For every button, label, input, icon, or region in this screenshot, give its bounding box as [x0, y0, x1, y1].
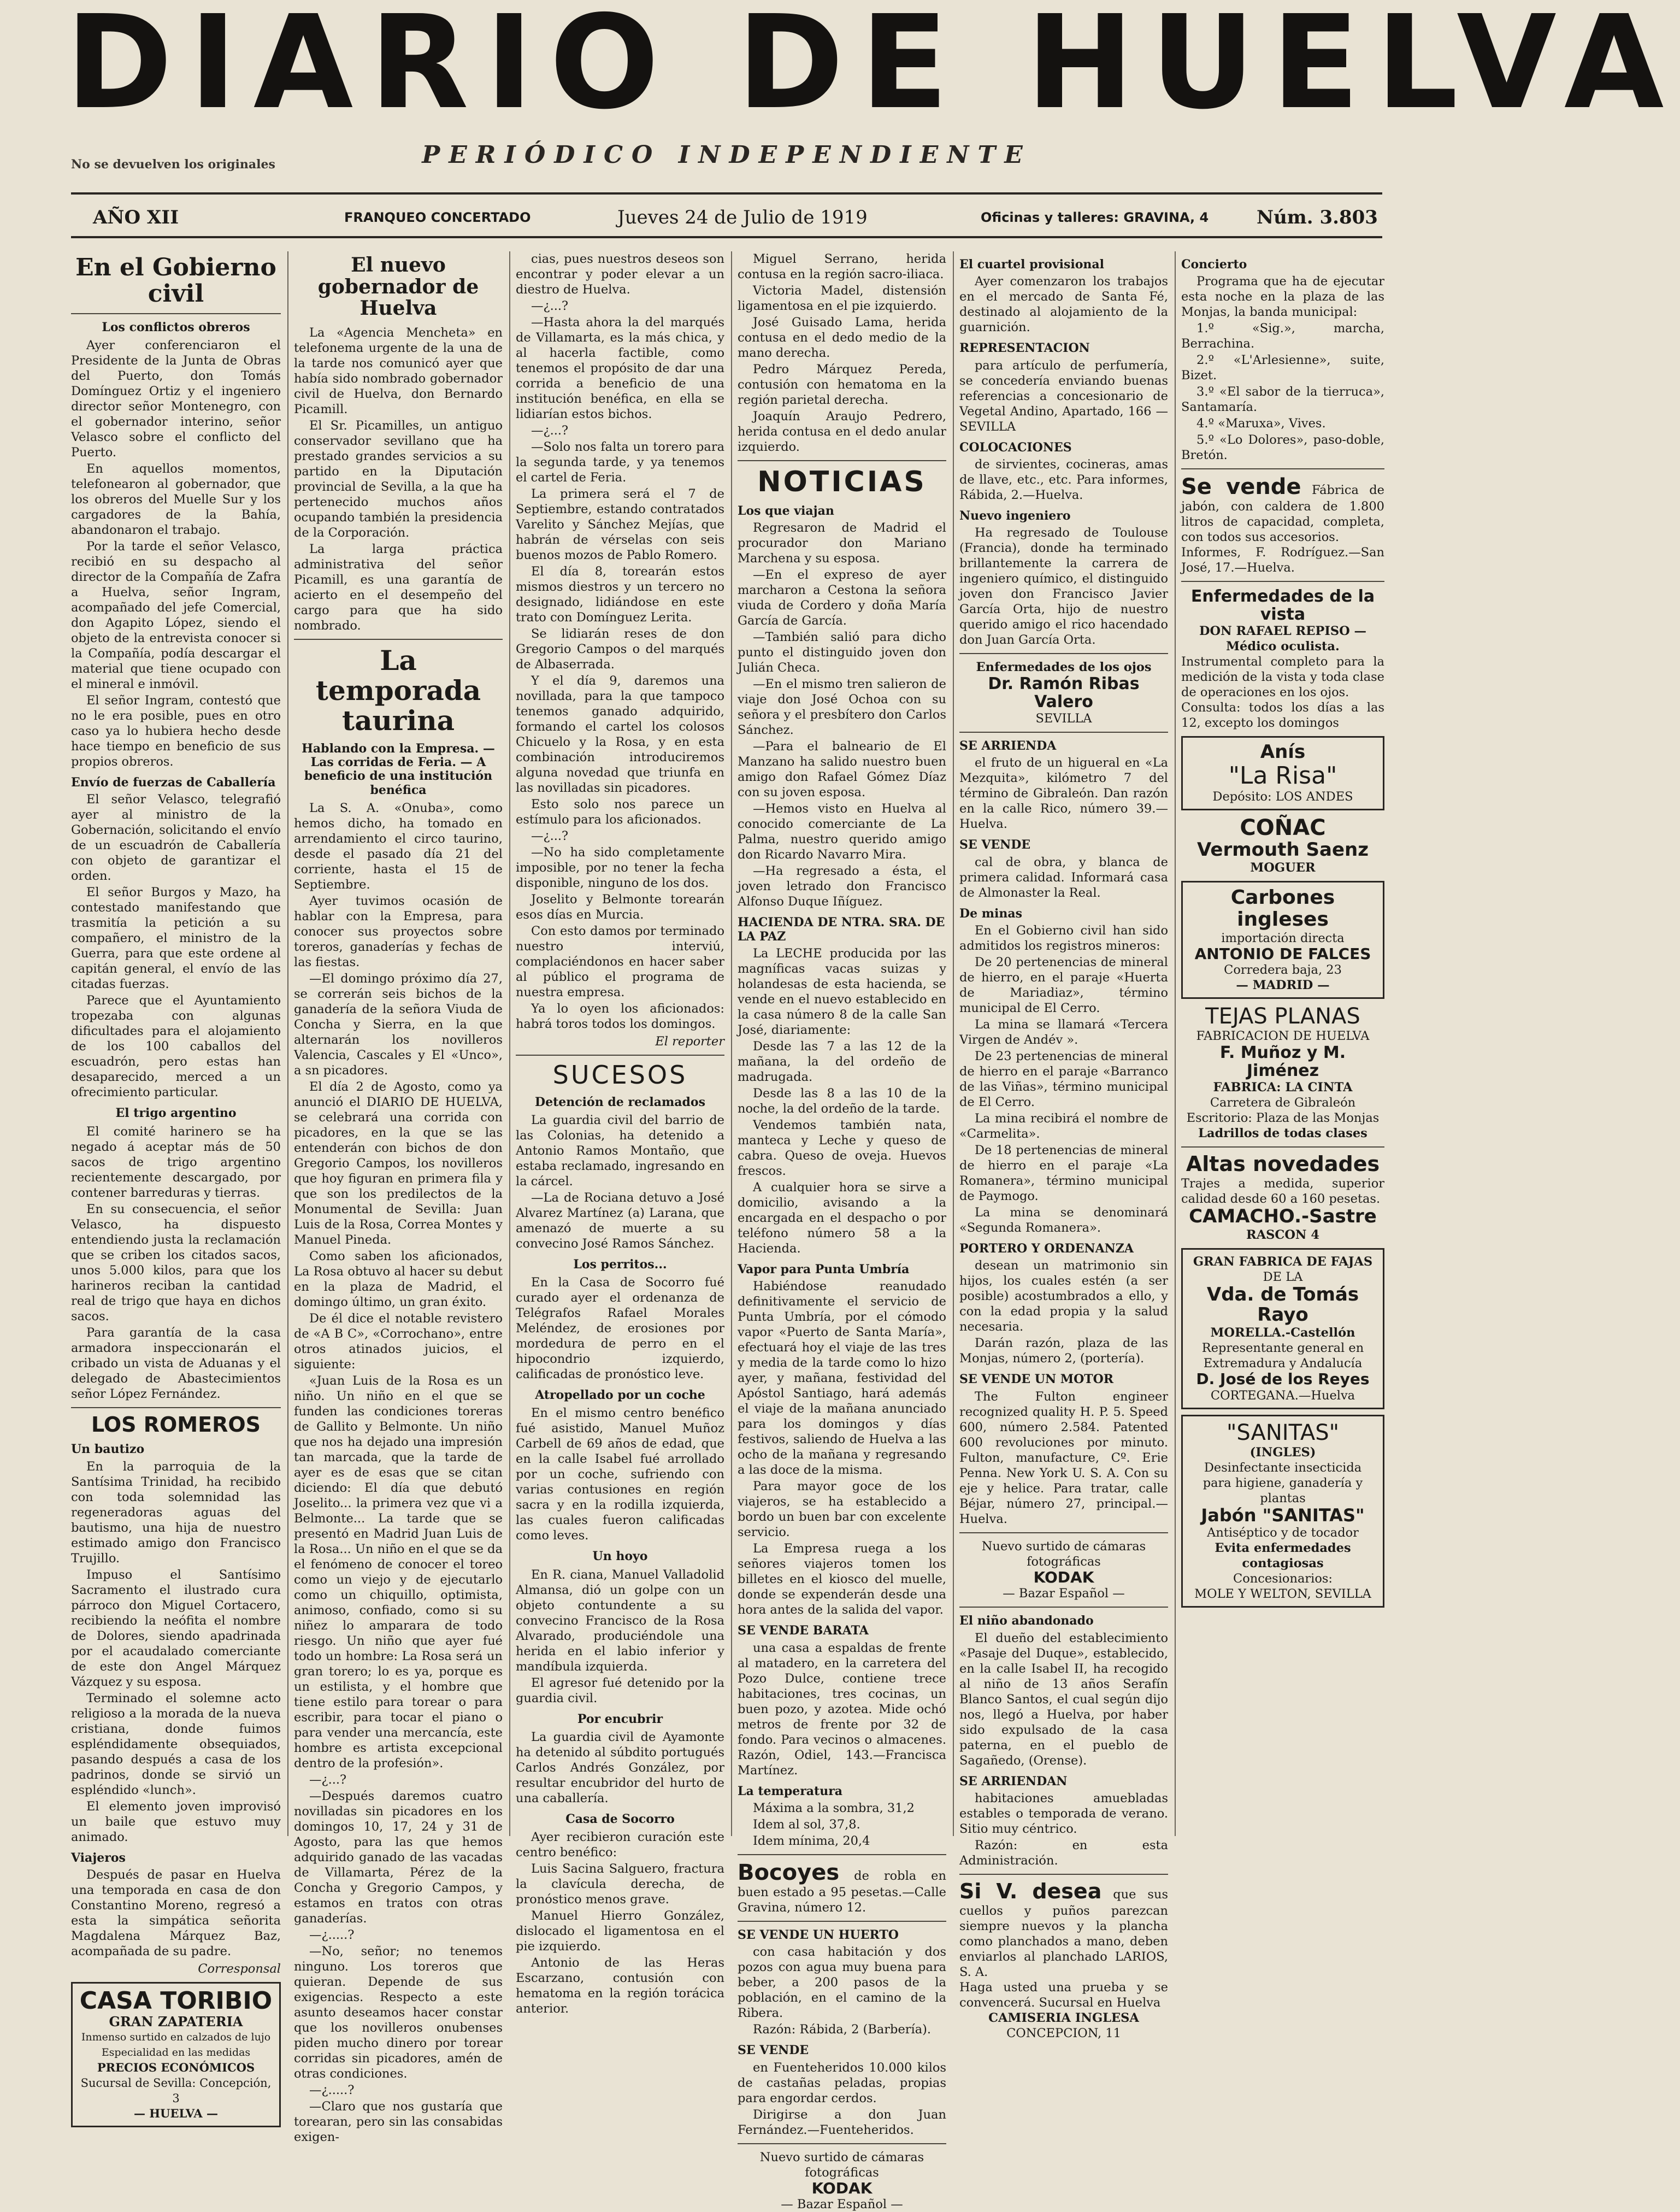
paragraph: La larga práctica administrativa del señor Picamill, es una garantía de acierto en el desempeño del cargo para que ha sido nombrado.	[294, 542, 503, 633]
paragraph: Victoria Madel, distensión ligamentosa en el pie izquierdo.	[738, 284, 946, 313]
column-1	[71, 251, 281, 2121]
subhead-hacienda: HACIENDA DE NTRA. SRA. DE LA PAZ	[738, 915, 945, 944]
subhead-arriendan: SE ARRIENDAN	[959, 1774, 1068, 1789]
subhead-vende-huerto: SE VENDE UN HUERTO	[738, 1927, 899, 1942]
subhead-vapor: Vapor para Punta Umbría	[738, 1262, 910, 1277]
ad-fabrica-jabon	[1181, 475, 1384, 575]
divider	[71, 313, 281, 314]
paragraph: Razón: en esta Administración.	[959, 1838, 1168, 1868]
divider	[959, 653, 1168, 654]
paragraph: —Claro que nos gustaría que torearan, pero sin las consabidas exigen-	[294, 2099, 503, 2144]
ad-vista-title: Enfermedades de la vista	[1190, 587, 1375, 625]
paragraph: El dueño del establecimiento «Pasaje del Duque», establecido, en la calle Isabel II, ha recogido al niño de 13 años Serafín Blanco Santos, el cual según dijo nos, llegó a Huelva, por haber sido expulsado de la casa paterna, en el pueblo de Sagañedo, (Orense).	[959, 1631, 1168, 1768]
ad-title: Vda. de Tomás Rayo	[1206, 1283, 1359, 1326]
ad-line: GRAN ZAPATERIA	[109, 2014, 243, 2030]
subhead-encubrir: Por encubrir	[577, 1711, 663, 1726]
paragraph: Ayer comenzaron los trabajos en el mercado de Santa Fé, destinado al alojamiento de la guarnición.	[959, 274, 1168, 335]
ad-line: importación directa	[1221, 931, 1345, 945]
paragraph: De 18 pertenencias de mineral de hierro en el paraje «La Romanera», término municipal de Paymogo.	[959, 1143, 1168, 1204]
paragraph: En R. ciana, Manuel Valladolid Almansa, dió un golpe con un objeto contundente a su convecino Francisco de la Rosa Alvarado, produciéndole una herida en el labio inferior y mandíbula izquierda.	[516, 1567, 724, 1674]
paragraph: Pedro Márquez Pereda, contusión con hematoma en la región parietal derecha.	[738, 362, 946, 407]
ad-text: Haga usted una prueba y se convencerá. Sucursal en Huelva	[959, 1980, 1168, 2010]
paragraph: Dirigirse a don Juan Fernández.—Fuenteheridos.	[738, 2107, 946, 2137]
subhead-vende-barata: SE VENDE BARATA	[738, 1623, 869, 1638]
ad-cognac-title: Vermouth Saenz	[1196, 839, 1369, 861]
column-rule	[953, 251, 954, 1836]
paragraph: De 23 pertenencias de mineral de hierro en el paraje «Barranco de las Viñas», término municipal de El Cerro.	[959, 1049, 1168, 1110]
ad-text: de robla en buen estado a 95 pesetas.—Calle Gravina, número 12.	[738, 1868, 946, 1915]
paragraph: —¿...?	[531, 829, 569, 843]
program-item: 2.º «L'Arlesienne», suite, Bizet.	[1181, 353, 1384, 383]
paragraph: El agresor fué detenido por la guardia civil.	[516, 1675, 724, 1705]
paragraph: Razón: Rábida, 2 (Barbería).	[753, 2022, 932, 2037]
paragraph: Miguel Serrano, herida contusa en la región sacro-iliaca.	[738, 252, 946, 281]
paragraph: «Juan Luis de la Rosa es un niño. Un niño en el que se funden las condiciones toreras de Gallito y Belmonte. Un niño que nos ha dejado una impresión tan marcada, que la tarde de ayer es de esas que se citan diciendo: El día que debutó Joselito... la primera vez que vi a Belmonte... La tarde que se presentó en Madrid Juan Luis de la Rosa... Un niño en el que se da el fenómeno de conocer el toreo como un viejo y de ejecutarlo como un chiquillo, optimista, animoso, confiado, como si su niñez lo amparara de todo riesgo. Un niño que ayer fué todo un hombre: La Rosa será un gran torero; lo es ya, porque es un estilista, y el hombre que tiene estilo para torear o para escribir, para tocar el piano o para vender una mercancía, este hombre es artista excepcional dentro de la profesión».	[294, 1373, 503, 1770]
ad-line: Sucursal de Sevilla: Concepción, 3	[80, 2076, 272, 2105]
subhead-minas: De minas	[959, 906, 1023, 921]
ad-kodak-line: Nuevo surtido de cámaras fotográficas	[981, 1539, 1146, 1569]
paragraph: Terminado el solemne acto religioso a la morada de la nueva cristiana, donde fuimos espléndidamente obsequiados, pasando después a casa de los padrinos, donde se sirvió un espléndido «lunch».	[71, 1691, 281, 1797]
paragraph: Ayer tuvimos ocasión de hablar con la Empresa, para conocer sus proyectos sobre toreros, ganaderías y fechas de las fiestas.	[294, 893, 503, 969]
paragraph: Desde las 8 a las 10 de la noche, la del ordeño de la tarde.	[738, 1086, 946, 1116]
subhead-hoyo: Un hoyo	[592, 1549, 648, 1564]
paragraph: —En el expreso de ayer marcharon a Cestona la señora viuda de Cordero y doña María García de García.	[738, 568, 946, 628]
ad-tejas-line: FABRICACION DE HUELVA	[1196, 1029, 1370, 1044]
subhead-representacion: REPRESENTACION	[959, 341, 1090, 356]
ad-altas-title: CAMACHO.-Sastre	[1189, 1205, 1377, 1228]
paragraph: Idem mínima, 20,4	[753, 1833, 870, 1848]
issue-number: Núm. 3.803	[1257, 207, 1378, 228]
paragraph: Por la tarde el señor Velasco, recibió en su despacho al director de la Compañía de Zafra a Huelva, señor Ingram, acompañado del jefe Comercial, don Agapito López, siendo el objeto de la entrevista conocer si la Compañía, podía descargar el material que tiene ocupado con el mineral e inmóvil.	[71, 539, 281, 692]
paragraph: —También salió para dicho punto el distinguido joven don Julián Checa.	[738, 630, 946, 675]
column-3	[516, 251, 724, 2016]
ad-cognac-line: MOGUER	[1250, 861, 1316, 875]
ad-tejas-line: FABRICA: LA CINTA	[1213, 1080, 1353, 1095]
header-rule-top	[71, 192, 1382, 195]
subhead-hablando: Hablando con la Empresa. — Las corridas de Feria. — A beneficio de una institución benéfica	[302, 741, 495, 797]
paragraph: Para garantía de la casa armadora inspeccionarán el cribado un vista de Aduanas y el delegado de Abastecimientos señor López Fernández.	[71, 1325, 281, 1401]
ad-line: CONCEPCION, 11	[1006, 2026, 1121, 2040]
paragraph: La mina se denominará «Segunda Romanera».	[959, 1205, 1168, 1236]
ad-line: Antiséptico y de tocador	[1207, 1526, 1359, 1540]
subhead-vende: SE VENDE	[959, 838, 1031, 852]
subhead-colocaciones: COLOCACIONES	[959, 440, 1072, 455]
ad-title: "La Risa"	[1228, 761, 1337, 790]
ad-line: GRAN FABRICA DE FAJAS	[1193, 1254, 1373, 1269]
column-4	[738, 251, 946, 2212]
paragraph: Después de pasar en Huelva una temporada en casa de don Constantino Moreno, regresó a esta la simpática señorita Magdalena Márquez Baz, acompañada de su padre.	[71, 1868, 281, 1959]
ad-tejas-line: Carretera de Gibraleón	[1210, 1096, 1356, 1110]
paragraph: —El domingo próximo día 27, se correrán seis bichos de la ganadería de la señora Viuda de Concha y Sierra, en la que alternarán los novilleros Valencia, Cascales y El «Unco», a sn picadores.	[294, 971, 503, 1078]
paragraph: —¿...?	[309, 1772, 347, 1787]
paragraph: para artículo de perfumería, se concedería enviando buenas referencias a concesionario de Vegetal Andino, Apartado, 166 — SEVILLA	[959, 358, 1168, 434]
signature: El reporter	[655, 1034, 724, 1049]
ad-line: — MADRID —	[1236, 978, 1330, 993]
paragraph: En la Casa de Socorro fué curado ayer el ordenanza de Telégrafos Rafael Morales Meléndez, de erosiones por mordedura de perro en el hipocondrio izquierdo, calificadas de pronóstico leve.	[516, 1275, 724, 1382]
ad-anis-la-risa	[1181, 736, 1384, 810]
subhead-conflictos: Los conflictos obreros	[102, 320, 250, 334]
ad-line: Desinfectante insecticida para higiene, ganadería y plantas	[1202, 1461, 1363, 1506]
headline-gobierno-civil: En el Gobierno civil	[75, 254, 276, 308]
ad-bocoyes	[738, 1861, 946, 1915]
ad-text: Fábrica de jabón, con caldera de 1.800 litros de capacidad, completa, con todos sus accesorios.	[1181, 483, 1385, 545]
paragraph: —¿...?	[531, 423, 569, 438]
subhead-nino: El niño abandonado	[959, 1614, 1094, 1628]
ad-tejas-title: F. Muñoz y M. Jiménez	[1219, 1043, 1346, 1081]
ad-line: Corredera baja, 23	[1224, 963, 1342, 978]
masthead-title: DIARIO DE HUELVA	[66, 0, 1680, 138]
ad-line: Especialidad en las medidas	[101, 2046, 251, 2059]
ad-tejas-title: TEJAS PLANAS	[1205, 1004, 1360, 1029]
postage-note: FRANQUEO CONCERTADO	[344, 210, 531, 225]
paragraph: En su consecuencia, el señor Velasco, ha dispuesto entendiendo justa la reclamación que se criben los citados sacos, unos 5.000 kilos, para que los harineros reciban la cantidad real de trigo que haya en dichos sacos.	[71, 1202, 281, 1323]
paragraph: En el mismo centro benéfico fué asistido, Manuel Muñoz Carbell de 69 años de edad, que en la calle Isabel fué arrollado por un coche, sufriendo con varias contusiones en región sacra y en la rodilla izquierda, las cuales fueron calificadas como leves.	[516, 1406, 724, 1543]
ad-title: Bocoyes	[738, 1860, 840, 1885]
paragraph: Vendemos también nata, manteca y Leche y queso de cabra. Queso de oveja. Huevos frescos.	[738, 1118, 946, 1179]
program-item: 5.º «Lo Dolores», paso-doble, Bretón.	[1181, 433, 1384, 463]
column-rule	[509, 251, 510, 1836]
paragraph: La guardia civil de Ayamonte ha detenido al súbdito portugués Carlos Andrés González, por resultar encubridor del hurto de una caballería.	[516, 1730, 724, 1806]
paragraph: Ha regresado de Toulouse (Francia), donde ha terminado brillantemente la carrera de ingeniero químico, el distinguido joven don Francisco Javier García Orta, hijo de nuestro querido amigo el rico hacendado don Juan García Orta.	[959, 526, 1168, 648]
paragraph: cal de obra, y blanca de primera calidad. Informará casa de Almonaster la Real.	[959, 855, 1168, 900]
ad-cognac-title: COÑAC	[1240, 815, 1326, 841]
ad-text: Informes, F. Rodríguez.—San José, 17.—Huelva.	[1181, 545, 1384, 575]
ad-text: que sus cuellos y puños parezcan siempre nuevos y la plancha como planchados a mano, deben enviarlos al planchado LARIOS, S. A.	[959, 1887, 1168, 1979]
paragraph: De 20 pertenencias de mineral de hierro, en el paraje «Huerta de Mariadiaz», término municipal de El Cerro.	[959, 955, 1168, 1016]
paragraph: —Ha regresado a ésta, el joven letrado don Francisco Alfonso Duque Iñíguez.	[738, 864, 946, 909]
ad-line: Evita enfermedades contagiosas	[1215, 1541, 1351, 1571]
ad-kodak-line: — Bazar Español —	[781, 2197, 903, 2212]
ad-title: Si V. desea	[959, 1879, 1102, 1904]
paragraph: —¿...?	[531, 299, 569, 313]
column-rule	[731, 251, 732, 1836]
ad-ribas-line: SEVILLA	[1035, 711, 1092, 726]
subhead-ingeniero: Nuevo ingeniero	[959, 508, 1071, 523]
paragraph: en Fuenteheridos 10.000 kilos de castañas peladas, propias para engordar cerdos.	[738, 2060, 946, 2105]
ad-title: Jabón "SANITAS"	[1201, 1505, 1365, 1526]
program-item: 1.º «Sig.», marcha, Berrachina.	[1181, 321, 1384, 351]
paragraph: El señor Burgos y Mazo, ha contestado manifestando que trasmitía la petición a su compañero, el ministro de la Guerra, para que este ordene al capitán general, el envío de las citadas fuerzas.	[71, 885, 281, 992]
headline-romeros: LOS ROMEROS	[91, 1412, 261, 1437]
paragraph: Máxima a la sombra, 31,2	[753, 1801, 915, 1815]
ad-title: D. José de los Reyes	[1196, 1370, 1370, 1389]
divider	[738, 460, 946, 461]
divider	[1181, 581, 1384, 582]
headline-sucesos: SUCESOS	[552, 1060, 688, 1090]
subhead-trigo: El trigo argentino	[115, 1106, 237, 1121]
paragraph: El señor Velasco, telegrafió ayer al ministro de la Gobernación, solicitando el envío de un escuadrón de Caballería con objeto de garantizar el orden.	[71, 792, 281, 884]
subhead-motor: SE VENDE UN MOTOR	[959, 1372, 1114, 1387]
paragraph: José Guisado Lama, herida contusa en el dedo medio de la mano derecha.	[738, 315, 946, 360]
subhead-arrienda: SE ARRIENDA	[959, 739, 1057, 754]
paragraph: —En el mismo tren salieron de viaje don José Ochoa con su señora y el presbítero don Carlos Sánchez.	[738, 677, 946, 738]
paragraph: La guardia civil del barrio de las Colonias, ha detenido a Antonio Ramos Montaño, que estaba reclamado, ingresando en la cárcel.	[516, 1113, 724, 1189]
paragraph: Impuso el Santísimo Sacramento el ilustrado cura párroco don Miguel Cortacero, recibiendo la neófita el nombre de Dolores, siendo apadrinada por el acaudalado comerciante de este don Angel Márquez Vázquez y su esposa.	[71, 1567, 281, 1689]
paragraph: Luis Sacina Salguero, fractura la clavícula derecha, de pronóstico menos grave.	[516, 1862, 724, 1907]
ad-line: CAMISERIA INGLESA	[988, 2010, 1139, 2025]
paragraph: Joaquín Araujo Pedrero, herida contusa en el dedo anular izquierdo.	[738, 409, 946, 454]
ad-kodak-title: KODAK	[1033, 1568, 1094, 1586]
paragraph: —No ha sido completamente imposible, por no tener la fecha disponible, ninguno de los dos.	[516, 845, 724, 890]
ad-ribas-title: Dr. Ramón Ribas Valero	[988, 674, 1140, 712]
paragraph: Darán razón, plaza de las Monjas, número 2, (portería).	[959, 1336, 1168, 1366]
ad-line: — HUELVA —	[133, 2107, 218, 2121]
ad-line: MORELLA.-Castellón	[1210, 1326, 1355, 1340]
paragraph: Manuel Hierro González, dislocado el ligamentosa en el pie izquierdo.	[516, 1909, 724, 1954]
column-rule	[287, 251, 288, 1836]
ad-title: Carbones ingleses	[1230, 886, 1335, 931]
subhead-atropellado: Atropellado por un coche	[535, 1388, 705, 1403]
paragraph: Ya lo oyen los aficionados: habrá toros todos los domingos.	[516, 1002, 724, 1031]
masthead	[66, 0, 1680, 138]
paragraph: El comité harinero se ha negado á aceptar más de 50 sacos de trigo argentino recientemente descargado, por contener barreduras y tierras.	[71, 1124, 281, 1200]
ad-altas-line: RASCON 4	[1246, 1227, 1319, 1242]
subhead-portero: PORTERO Y ORDENANZA	[959, 1242, 1134, 1256]
divider	[959, 732, 1168, 733]
ad-altas-text: Trajes a medida, superior calidad desde 60 a 160 pesetas.	[1181, 1176, 1384, 1207]
ad-title: CASA TORIBIO	[79, 1987, 273, 2015]
divider	[294, 639, 503, 640]
ad-line: Representante general en Extremadura y Andalucía	[1201, 1341, 1364, 1371]
divider	[738, 2143, 946, 2144]
headline-nuevo-gobernador: El nuevo gobernador de Huelva	[317, 254, 479, 320]
offices-address: Oficinas y talleres: GRAVINA, 4	[981, 210, 1209, 225]
paragraph: En la parroquia de la Santísima Trinidad, ha recibido con toda solemnidad las regeneradoras aguas del bautismo, una hija de nuestro estimado amigo don Francisco Trujillo.	[71, 1459, 281, 1566]
ad-kodak-line: — Bazar Español —	[1003, 1586, 1125, 1601]
subhead-perritos: Los perritos...	[573, 1257, 667, 1272]
divider	[516, 1055, 724, 1056]
issue-date: Jueves 24 de Julio de 1919	[617, 207, 868, 228]
header-rule-bottom	[71, 236, 1382, 238]
column-6	[1181, 251, 1384, 1836]
subhead-temperatura: La temperatura	[738, 1784, 843, 1798]
ad-kodak-line: Nuevo surtido de cámaras fotográficas	[759, 2150, 924, 2180]
paragraph: Se lidiarán reses de don Gregorio Campos o del marqués de Albaserrada.	[516, 627, 724, 672]
paragraph: Para mayor goce de los viajeros, se ha establecido a bordo un buen bar con excelente servicio.	[738, 1479, 946, 1540]
paragraph: Como saben los aficionados, La Rosa obtuvo al hacer su debut en la plaza de Madrid, el domingo último, un gran éxito.	[294, 1249, 503, 1309]
paragraph: El día 8, torearán estos mismos diestros y un tercero no designado, lidiándose en este trato con Domínguez Lerita.	[516, 564, 724, 625]
ad-line: (INGLES)	[1249, 1445, 1316, 1460]
paragraph: La mina se llamará «Tercera Virgen de Andév ».	[959, 1017, 1168, 1048]
subhead-envio: Envío de fuerzas de Caballería	[71, 775, 276, 790]
paragraph: —No, señor; no tenemos ninguno. Los toreros que quieran. Depende de sus exigencias. Respecto a este asunto deseamos hacer constar que los novilleros onubenses piden mucho dinero por torear corridas sin picadores, amén de otras condiciones.	[294, 1944, 503, 2081]
divider	[959, 1607, 1168, 1608]
paragraph: —Para el balneario de El Manzano ha salido nuestro buen amigo don Rafael Gómez Díaz con su joven esposa.	[738, 739, 946, 800]
ad-ribas-line: Enfermedades de los ojos	[976, 660, 1152, 675]
paragraph: Ayer recibieron curación este centro benéfico:	[516, 1830, 724, 1860]
ad-title: Anís	[1260, 741, 1306, 763]
ad-title: ANTONIO DE FALCES	[1194, 944, 1371, 963]
program-item: 4.º «Maruxa», Vives.	[1196, 416, 1326, 431]
ad-line: Depósito: LOS ANDES	[1212, 790, 1353, 804]
paragraph: —¿.....?	[309, 2082, 355, 2097]
paragraph: Habiéndose reanudado definitivamente el servicio de Punta Umbría, por el cómodo vapor «Puerto de Santa María», efectuará hoy el viaje de las tres y media de la tarde como lo hizo ayer, y mañana, festividad del Apóstol Santiago, hará además el viaje de la mañana anunciado para los domingos y días festivos, saliendo de Huelva a las ocho de la mañana y regresando a las doce de la misma.	[738, 1279, 946, 1478]
paragraph: el fruto de un higueral en «La Mezquita», kilómetro 7 del término de Gibraleón. Dan razón en la calle Rico, número 39.—Huelva.	[959, 756, 1168, 832]
ad-line: Concesionarios:	[1233, 1572, 1333, 1586]
paragraph: —Hasta ahora la del marqués de Villamarta, es la más chica, y al hacerla factible, como tenemos el propósito de dar una corrida a beneficio de una institución benéfica, en ella se lidiarían estos bichos.	[516, 315, 724, 421]
ad-sanitas	[1181, 1415, 1384, 1608]
ad-line: CORTEGANA.—Huelva	[1210, 1389, 1355, 1403]
paragraph: con casa habitación y dos pozos con agua muy buena para beber, a 200 pasos de la población, en el camino de la Ribera.	[738, 1945, 946, 2021]
column-2	[294, 251, 503, 2144]
subhead-detencion: Detención de reclamados	[535, 1095, 705, 1109]
paragraph: La «Agencia Mencheta» en telefonema urgente de la una de la tarde nos comunicó ayer que había sido nombrado gobernador civil de Huelva, don Bernardo Picamill.	[294, 325, 503, 416]
paragraph: Joselito y Belmonte torearán esos días en Murcia.	[516, 892, 724, 922]
ad-title: "SANITAS"	[1226, 1420, 1340, 1446]
paragraph: El señor Ingram, contestó que no le era posible, pues en otro caso ya lo hubiera hecho desde hace tiempo en beneficio de sus propios obreros.	[71, 693, 281, 769]
paragraph: de sirvientes, cocineras, amas de llave, etc., etc. Para informes, Rábida, 2.—Huelva.	[959, 457, 1168, 502]
paragraph: La primera será el 7 de Septiembre, estando contratados Varelito y Sánchez Mejías, que habrán de vérselas con seis buenos mozos de Pablo Romero.	[516, 487, 724, 562]
ad-vista-text: Consulta: todos los días a las 12, excepto los domingos	[1181, 701, 1384, 731]
ad-vista-line: DON RAFAEL REPISO —Médico oculista.	[1199, 624, 1367, 654]
paragraph: A cualquier hora se sirve a domicilio, avisando a la encargada en el despacho o por teléfono número 58 a la Hacienda.	[738, 1180, 946, 1256]
subhead-casa-socorro: Casa de Socorro	[565, 1812, 675, 1827]
info-bar	[71, 207, 1382, 232]
paragraph: La S. A. «Onuba», como hemos dicho, ha tomado en arrendamiento el circo taurino, desde el pasado día 21 del corriente, hasta el 15 de Septiembre.	[294, 801, 503, 892]
paragraph: Desde las 7 a las 12 de la mañana, la del ordeño de madrugada.	[738, 1039, 946, 1085]
paragraph: La LECHE producida por las magníficas vacas suizas y holandesas de esta hacienda, se vende en el nuevo establecido en la casa número 8 de la calle San José, diariamente:	[738, 946, 946, 1038]
subhead-vende: SE VENDE	[738, 2043, 809, 2058]
paragraph: —Hemos visto en Huelva al conocido comerciante de La Palma, nuestro querido amigo don Ricardo Navarro Mira.	[738, 802, 946, 862]
divider	[738, 1921, 946, 1922]
ad-tejas-line: Ladrillos de todas clases	[1198, 1126, 1367, 1141]
paragraph: Y el día 9, daremos una novillada, para la que tampoco tenemos ganado adquirido, formando el cartel los colosos Chicuelo y la Rosa, y en esta combinación introduciremos alguna novedad que triunfa en las novilladas sin picadores.	[516, 674, 724, 795]
ad-line: PRECIOS ECONÓMICOS	[97, 2061, 255, 2075]
ad-kodak-title: KODAK	[811, 2179, 873, 2197]
divider	[738, 1854, 946, 1855]
divider	[71, 1407, 281, 1408]
paragraph: Con esto damos por terminado nuestro interviú, complaciéndonos en hacer saber al público el programa de nuestra empresa.	[516, 924, 724, 999]
ad-line: Inmenso surtido en calzados de lujo	[81, 2031, 271, 2044]
ad-casa-toribio	[71, 1982, 281, 2127]
paragraph: —¿.....?	[309, 1927, 355, 1942]
paragraph: Antonio de las Heras Escarzano, contusión con hematoma en la región torácica anterior.	[516, 1956, 724, 2016]
ad-altas-title: Altas novedades	[1186, 1152, 1380, 1176]
paragraph: El día 2 de Agosto, como ya anunció el DIARIO DE HUELVA, se celebrará una corrida con picadores, en la que se las entenderán con bichos de don Gregorio Campos, los novilleros que hoy figuran en primera fila y que son los predilectos de la Monumental de Sevilla: Juan Luis de la Rosa, Correa Montes y Manuel Pineda.	[294, 1079, 503, 1247]
subhead-bautizo: Un bautizo	[71, 1442, 145, 1457]
paragraph: desean un matrimonio sin hijos, los cuales estén (a ser posible) acostumbrados a ello, y con la edad propia y la salud necesaria.	[959, 1258, 1168, 1334]
paragraph: Programa que ha de ejecutar esta noche en la plaza de las Monjas, la banda municipal:	[1181, 274, 1384, 320]
program-item: 3.º «El sabor de la tierruca», Santamaría.	[1181, 385, 1384, 415]
divider	[1181, 468, 1384, 469]
paragraph: Ayer conferenciaron el Presidente de la Junta de Obras del Puerto, don Tomás Domínguez Ortiz y el ingeniero director señor Montenegro, con el gobernador interino, señor Velasco sobre el conflicto del Puerto.	[71, 338, 281, 460]
ad-carbones-ingleses	[1181, 881, 1384, 999]
signature: Corresponsal	[198, 1962, 281, 1976]
paragraph: —Después daremos cuatro novilladas sin picadores en los domingos 10, 17, 24 y 31 de Agosto, para las que hemos adquirido ganado de las vacadas de Villamarta, Pérez de la Concha y Gregorio Campos, y estamos en tratos con otras ganaderías.	[294, 1789, 503, 1926]
paragraph: Idem al sol, 37,8.	[753, 1817, 860, 1832]
ad-title: Se vende	[1181, 474, 1301, 500]
paragraph: En el Gobierno civil han sido admitidos los registros mineros:	[959, 923, 1168, 954]
ad-line: DE LA	[1263, 1269, 1303, 1284]
paragraph: Parece que el Ayuntamiento tropezaba con algunas dificultades para el alojamiento de los 100 caballos del escuadrón, pero estas han desaparecido, merced a un ofrecimiento particular.	[71, 993, 281, 1100]
paragraph: Regresaron de Madrid el procurador don Mariano Marchena y su esposa.	[738, 521, 946, 566]
subhead-viajeros: Viajeros	[71, 1850, 126, 1865]
divider	[1181, 1146, 1384, 1148]
masthead-subtitle: PERIÓDICO INDEPENDIENTE	[422, 141, 1031, 169]
ad-line: MOLE Y WELTON, SEVILLA	[1194, 1587, 1371, 1602]
paragraph: La mina recibirá el nombre de «Carmelita».	[959, 1111, 1168, 1142]
divider	[959, 1874, 1168, 1875]
paragraph: The Fulton engineer recognized quality H. P. 5. Speed 600, número 2.584. Patented 600 revoluciones por minuto. Fulton, manufacture, Cº. Erie Penna. New York U. S. A. Con su eje y helice. Para tratar, calle Béjar, número 27, principal.—Huelva.	[959, 1389, 1168, 1526]
divider	[959, 1532, 1168, 1533]
paragraph: cias, pues nuestros deseos son encontrar y poder elevar a un diestro de Huelva.	[516, 252, 724, 297]
paragraph: La Empresa ruega a los señores viajeros tomen los billetes en el kiosco del muelle, donde se expenderán desde una hora antes de la salida del vapor.	[738, 1542, 946, 1617]
column-rule	[1175, 251, 1176, 1836]
ad-vista-text: Instrumental completo para la medición de la vista y toda clase de operaciones en los ojos.	[1181, 655, 1384, 700]
paragraph: El elemento joven improvisó un baile que estuvo muy animado.	[71, 1799, 281, 1844]
headline-noticias: NOTICIAS	[757, 466, 927, 498]
paragraph: —La de Rociana detuvo a José Alvarez Martínez (a) Larana, que amenazó de muerte a su convecino José Ramos Sánchez.	[516, 1190, 724, 1251]
paragraph: Esto solo nos parece un estímulo para los aficionados.	[516, 797, 724, 827]
masthead-left-note: No se devuelven los originales	[71, 157, 275, 172]
paragraph: De él dice el notable revistero de «A B C», «Corrochano», entre otros atinados juicios, el siguiente:	[294, 1311, 503, 1372]
ad-tejas-line: Escritorio: Plaza de las Monjas	[1186, 1111, 1380, 1126]
paragraph: una casa a espaldas de frente al matadero, en la carretera del Pozo Dulce, contiene trece habitaciones, tres cocinas, un buen pozo, y azotea. Mide ochó metros de frente por 32 de fondo. Para vecinos o almacenes. Razón, Odiel, 143.—Francisca Martínez.	[738, 1640, 946, 1778]
column-5	[959, 251, 1168, 2040]
headline-temporada-taurina: La temporada taurina	[315, 644, 481, 737]
paragraph: habitaciones amuebladas estables o temporada de verano. Sitio muy céntrico.	[959, 1791, 1168, 1837]
ad-planchado	[959, 1880, 1168, 2041]
issue-year: AÑO XII	[93, 207, 179, 228]
paragraph: —Solo nos falta un torero para la segunda tarde, y ya tenemos el cartel de Feria.	[516, 440, 724, 485]
paragraph: En aquellos momentos, telefonearon al gobernador, que los obreros del Muelle Sur y los cargadores de la Bahía, abandonaron el trabajo.	[71, 462, 281, 538]
subhead-concierto: Concierto	[1181, 257, 1247, 272]
subhead-cuartel: El cuartel provisional	[959, 257, 1105, 272]
paragraph: El Sr. Picamilles, un antiguo conservador sevillano que ha prestado grandes servicios a su partido en la Diputación provincial de Sevilla, a la que ha pertenecido muchos años ocupando también la presidencia de la Corporación.	[294, 418, 503, 540]
subhead-viajan: Los que viajan	[738, 504, 834, 519]
ad-fajas	[1181, 1248, 1384, 1410]
